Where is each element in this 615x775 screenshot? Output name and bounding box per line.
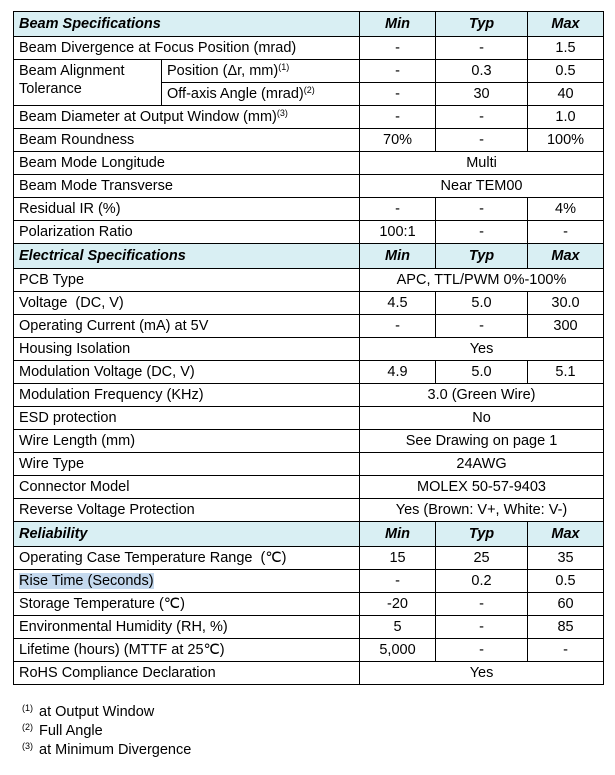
min-cell: 4.5: [360, 292, 436, 315]
row-label: Environmental Humidity (RH, %): [14, 616, 360, 639]
footnotes: [22, 703, 191, 760]
row-label: Lifetime (hours) (MTTF at 25℃): [14, 639, 360, 662]
min-cell: -20: [360, 593, 436, 616]
typ-cell: 0.2: [436, 570, 528, 593]
row-label: Voltage (DC, V): [14, 292, 360, 315]
typ-cell: 25: [436, 547, 528, 570]
min-cell: -: [360, 570, 436, 593]
table-row: [14, 37, 604, 60]
row-label: Beam Mode Transverse: [14, 175, 360, 198]
table-row: [14, 407, 604, 430]
row-label: Wire Type: [14, 453, 360, 476]
table-row: [14, 430, 604, 453]
min-cell: -: [360, 60, 436, 83]
footnote-1: $^{(1)}$ at Output Window: [22, 703, 155, 720]
typ-cell: 5.0: [436, 361, 528, 384]
typ-cell: 30: [436, 83, 528, 106]
max-cell: 1.5: [528, 37, 604, 60]
typ-header: Typ: [436, 244, 528, 269]
table-row: [14, 198, 604, 221]
table-row: [14, 221, 604, 244]
row-label: Polarization Ratio: [14, 221, 360, 244]
row-label: RoHS Compliance Declaration: [14, 662, 360, 685]
electrical-header: Electrical Specifications: [14, 244, 360, 269]
table-row: [14, 315, 604, 338]
table-row: [14, 292, 604, 315]
table-row: [14, 338, 604, 361]
table-row: [14, 106, 604, 129]
min-header: Min: [360, 12, 436, 37]
sub-label: Off-axis Angle (mrad)$^{(2)}$: [162, 83, 360, 106]
row-label: Residual IR (%): [14, 198, 360, 221]
max-cell: 60: [528, 593, 604, 616]
typ-header: Typ: [436, 522, 528, 547]
row-label[interactable]: [14, 570, 360, 593]
min-header: Min: [360, 522, 436, 547]
value-cell: No: [360, 407, 604, 430]
max-cell: 4%: [528, 198, 604, 221]
typ-cell: -: [436, 593, 528, 616]
row-label: Operating Case Temperature Range (℃): [14, 547, 360, 570]
min-cell: 70%: [360, 129, 436, 152]
reliability-header-row: [14, 522, 604, 547]
table-row: [14, 547, 604, 570]
typ-cell: -: [436, 37, 528, 60]
min-cell: 4.9: [360, 361, 436, 384]
min-cell: -: [360, 106, 436, 129]
typ-cell: -: [436, 221, 528, 244]
value-cell: Multi: [360, 152, 604, 175]
table-row: [14, 570, 604, 593]
reliability-header: Reliability: [14, 522, 360, 547]
beam-header: Beam Specifications: [14, 12, 360, 37]
value-cell: APC, TTL/PWM 0%-100%: [360, 269, 604, 292]
row-label: Beam Mode Longitude: [14, 152, 360, 175]
max-cell: 85: [528, 616, 604, 639]
value-cell: Near TEM00: [360, 175, 604, 198]
spec-table: [13, 11, 604, 685]
value-cell: Yes (Brown: V+, White: V-): [360, 499, 604, 522]
max-header: Max: [528, 12, 604, 37]
table-row: [14, 269, 604, 292]
min-cell: -: [360, 198, 436, 221]
row-label: Wire Length (mm): [14, 430, 360, 453]
table-row: [14, 129, 604, 152]
row-label: PCB Type: [14, 269, 360, 292]
row-label: Modulation Voltage (DC, V): [14, 361, 360, 384]
min-cell: 5: [360, 616, 436, 639]
max-cell: -: [528, 221, 604, 244]
min-cell: 15: [360, 547, 436, 570]
table-row: [14, 175, 604, 198]
row-label: Beam Alignment Tolerance: [14, 60, 162, 106]
row-label: Beam Divergence at Focus Position (mrad): [14, 37, 360, 60]
table-row: [14, 60, 604, 83]
table-row: [14, 499, 604, 522]
table-row: [14, 476, 604, 499]
row-label: Housing Isolation: [14, 338, 360, 361]
max-cell: -: [528, 639, 604, 662]
max-cell: 40: [528, 83, 604, 106]
value-cell: Yes: [360, 338, 604, 361]
row-label: Operating Current (mA) at 5V: [14, 315, 360, 338]
typ-cell: 0.3: [436, 60, 528, 83]
row-label: ESD protection: [14, 407, 360, 430]
footnote-2: $^{(2)}$ Full Angle: [22, 722, 103, 739]
max-cell: 35: [528, 547, 604, 570]
max-cell: 300: [528, 315, 604, 338]
max-header: Max: [528, 244, 604, 269]
table-row: [14, 152, 604, 175]
min-cell: -: [360, 83, 436, 106]
table-row: [14, 662, 604, 685]
typ-cell: -: [436, 315, 528, 338]
beam-header-row: [14, 12, 604, 37]
value-cell: Yes: [360, 662, 604, 685]
typ-cell: -: [436, 129, 528, 152]
sub-label: Position (Δr, mm)$^{(1)}$: [162, 60, 360, 83]
row-label: Connector Model: [14, 476, 360, 499]
min-cell: -: [360, 37, 436, 60]
electrical-header-row: [14, 244, 604, 269]
row-label: Beam Roundness: [14, 129, 360, 152]
max-cell: 5.1: [528, 361, 604, 384]
min-cell: -: [360, 315, 436, 338]
min-cell: 100:1: [360, 221, 436, 244]
table-row: [14, 593, 604, 616]
row-label: Storage Temperature (℃): [14, 593, 360, 616]
typ-cell: -: [436, 198, 528, 221]
typ-cell: -: [436, 616, 528, 639]
max-cell: 30.0: [528, 292, 604, 315]
footnote-3: $^{(3)}$ at Minimum Divergence: [22, 741, 192, 758]
typ-header: Typ: [436, 12, 528, 37]
min-cell: 5,000: [360, 639, 436, 662]
max-cell: 0.5: [528, 570, 604, 593]
selected-text[interactable]: Rise Time (Seconds): [19, 573, 154, 589]
value-cell: 3.0 (Green Wire): [360, 384, 604, 407]
table-row: [14, 453, 604, 476]
value-cell: 24AWG: [360, 453, 604, 476]
typ-cell: -: [436, 639, 528, 662]
row-label: Beam Diameter at Output Window (mm)$^{(3)}$: [14, 106, 360, 129]
typ-cell: -: [436, 106, 528, 129]
value-cell: See Drawing on page 1: [360, 430, 604, 453]
table-row: [14, 384, 604, 407]
table-row: [14, 361, 604, 384]
max-cell: 0.5: [528, 60, 604, 83]
max-cell: 100%: [528, 129, 604, 152]
row-label: Modulation Frequency (KHz): [14, 384, 360, 407]
min-header: Min: [360, 244, 436, 269]
typ-cell: 5.0: [436, 292, 528, 315]
row-label: Reverse Voltage Protection: [14, 499, 360, 522]
table-row: [14, 616, 604, 639]
max-header: Max: [528, 522, 604, 547]
max-cell: 1.0: [528, 106, 604, 129]
value-cell: MOLEX 50-57-9403: [360, 476, 604, 499]
table-row: [14, 639, 604, 662]
